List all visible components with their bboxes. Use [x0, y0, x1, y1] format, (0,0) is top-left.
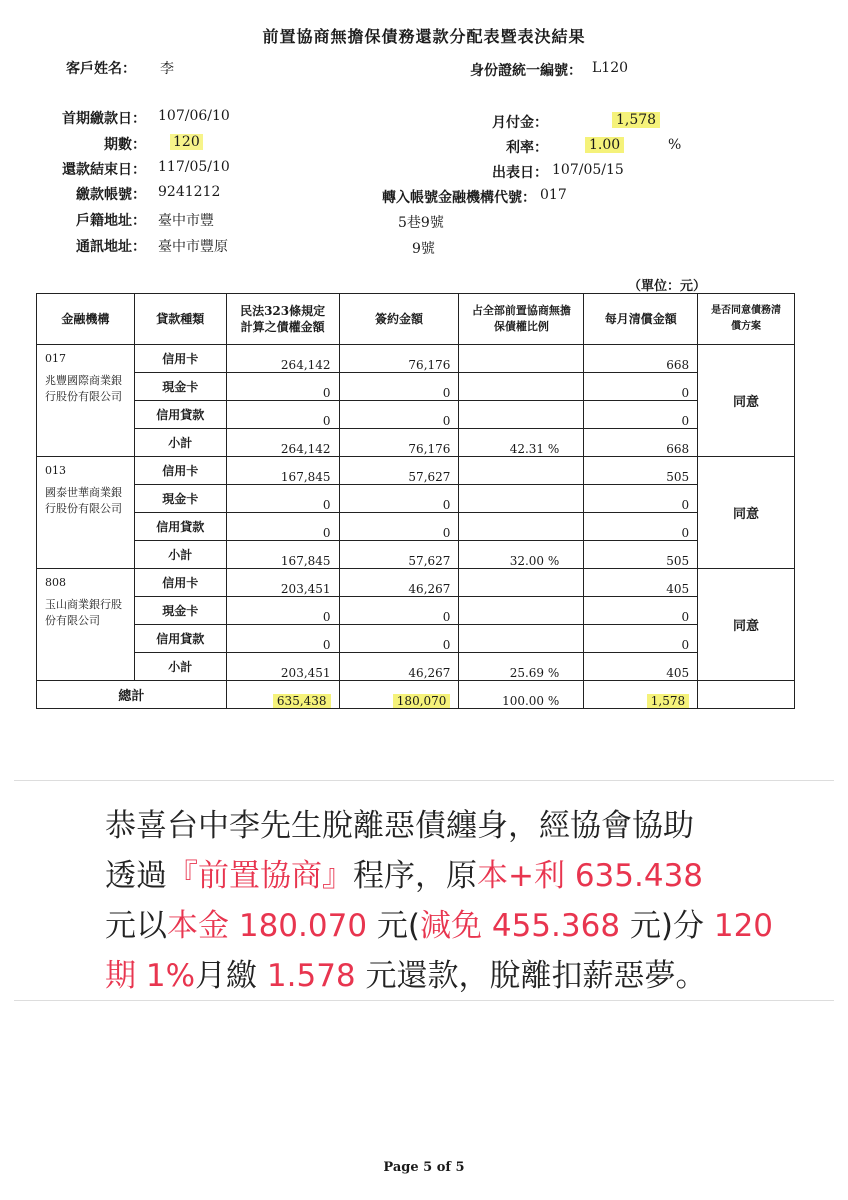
loan-type: 信用貸款 [134, 401, 226, 429]
ratio [459, 401, 584, 429]
note-highlight: 期 1% [105, 958, 196, 994]
note-text: 元( [367, 908, 420, 944]
contract-amount: 76,176 [339, 429, 459, 457]
monthly-amount: 0 [584, 513, 698, 541]
address-fragment: 5巷9號 [398, 215, 444, 231]
note-text: 程序，原 [353, 858, 477, 894]
customer-name-label: 客戶姓名： [66, 61, 136, 77]
note-highlight: 本金 180.070 [167, 908, 368, 944]
claim-amount: 0 [226, 485, 339, 513]
mail-address: 臺中市豐原 [158, 239, 228, 255]
total-row [37, 681, 795, 709]
contract-amount: 57,627 [339, 457, 459, 485]
loan-type: 現金卡 [134, 373, 226, 401]
table-row [37, 597, 795, 625]
loan-type: 信用貸款 [134, 625, 226, 653]
account-number: 9241212 [158, 184, 221, 200]
contract-amount: 57,627 [339, 541, 459, 569]
contract-amount: 76,176 [339, 345, 459, 373]
header-institution: 金融機構 [37, 294, 135, 345]
note-highlight: 減免 455.368 [420, 908, 621, 944]
contract-amount: 0 [339, 485, 459, 513]
household-address-label: 戶籍地址： [76, 213, 146, 229]
contract-amount: 0 [339, 597, 459, 625]
monthly-amount: 0 [584, 625, 698, 653]
agree-status: 同意 [698, 569, 795, 681]
bank-cell [37, 569, 135, 681]
mail-address-label: 通訊地址： [76, 239, 146, 255]
table-row [37, 345, 795, 373]
note-highlight: 1.578 [266, 958, 356, 994]
header-monthly-amount: 每月清償金額 [584, 294, 698, 345]
table-row [37, 569, 795, 597]
monthly-amount: 0 [584, 401, 698, 429]
subtotal-row [37, 541, 795, 569]
rate-unit: % [668, 137, 682, 153]
bank-cell [37, 457, 135, 569]
monthly-amount: 0 [584, 597, 698, 625]
claim-amount: 264,142 [226, 429, 339, 457]
monthly-payment-label: 月付金： [492, 115, 548, 131]
table-row [37, 401, 795, 429]
bank-name: 兆豐國際商業銀行股份有限公司 [45, 374, 122, 403]
household-address: 臺中市豐 [158, 213, 214, 229]
note-highlight: 本+利 635.438 [477, 858, 704, 894]
first-pay-date: 107/06/10 [158, 108, 230, 124]
contract-amount: 46,267 [339, 569, 459, 597]
transfer-code-label: 轉入帳號金融機構代號： [382, 190, 536, 206]
issue-date-label: 出表日： [492, 165, 548, 181]
ratio [459, 597, 584, 625]
loan-type: 小計 [134, 653, 226, 681]
monthly-payment-value: 1,578 [612, 112, 660, 128]
note-highlight: 『前置協商』 [167, 858, 353, 894]
contract-amount: 0 [339, 373, 459, 401]
ratio: 25.69 % [459, 653, 584, 681]
ratio [459, 569, 584, 597]
claim-amount: 0 [226, 373, 339, 401]
page-number: Page 5 of 5 [383, 1160, 465, 1175]
table-row [37, 457, 795, 485]
subtotal-row [37, 653, 795, 681]
table-row [37, 373, 795, 401]
id-label: 身份證統一編號： [470, 63, 582, 79]
claim-amount: 0 [226, 597, 339, 625]
allocation-table [36, 293, 795, 709]
claim-amount: 0 [226, 401, 339, 429]
loan-type: 信用卡 [134, 569, 226, 597]
issue-date: 107/05/15 [552, 162, 624, 178]
bank-name: 玉山商業銀行股份有限公司 [45, 598, 122, 627]
total-contract: 180,070 [393, 694, 451, 708]
claim-amount: 0 [226, 513, 339, 541]
note-highlight: 120 [713, 908, 774, 944]
loan-type: 信用卡 [134, 457, 226, 485]
divider [14, 1000, 834, 1001]
ratio: 32.00 % [459, 541, 584, 569]
note-line-1: 恭喜台中李先生脫離惡債纏身，經協會協助 [105, 808, 694, 844]
note-line-3 [105, 900, 805, 945]
monthly-amount: 505 [584, 541, 698, 569]
note-text: 月繳 [195, 958, 267, 994]
bank-code: 013 [45, 464, 66, 477]
monthly-amount: 405 [584, 653, 698, 681]
claim-amount: 264,142 [226, 345, 339, 373]
note-line-4 [105, 950, 805, 995]
end-date: 117/05/10 [158, 159, 230, 175]
contract-amount: 0 [339, 625, 459, 653]
subtotal-row [37, 429, 795, 457]
ratio [459, 345, 584, 373]
monthly-amount: 505 [584, 457, 698, 485]
table-row [37, 625, 795, 653]
id-value: L120 [592, 60, 629, 76]
table-row [37, 485, 795, 513]
bank-name: 國泰世華商業銀行股份有限公司 [45, 486, 122, 515]
ratio [459, 373, 584, 401]
note-text: 元以 [105, 908, 167, 944]
total-label: 總計 [37, 681, 227, 709]
unit-label: （單位：元） [628, 279, 707, 294]
monthly-amount: 405 [584, 569, 698, 597]
bank-cell [37, 345, 135, 457]
periods-label: 期數： [104, 137, 146, 153]
end-date-label: 還款結束日： [62, 162, 146, 178]
customer-name: 李 [160, 61, 174, 77]
note-text: 元)分 [620, 908, 714, 944]
claim-amount: 167,845 [226, 541, 339, 569]
loan-type: 信用貸款 [134, 513, 226, 541]
first-pay-label: 首期繳款日： [62, 111, 146, 127]
note-text: 透過 [105, 858, 167, 894]
note-text: 元還款，脫離扣薪惡夢。 [355, 958, 707, 994]
contract-amount: 0 [339, 513, 459, 541]
bank-code: 017 [45, 352, 66, 365]
monthly-amount: 0 [584, 373, 698, 401]
loan-type: 現金卡 [134, 597, 226, 625]
total-monthly: 1,578 [647, 694, 689, 708]
header-claim-amount: 民法323條規定計算之債權金額 [226, 294, 339, 345]
rate-value: 1.00 [585, 137, 624, 153]
ratio: 42.31 % [459, 429, 584, 457]
header-contract-amount: 簽約金額 [339, 294, 459, 345]
total-agree-empty [698, 681, 795, 709]
transfer-code: 017 [540, 187, 567, 203]
ratio [459, 513, 584, 541]
header-agree: 是否同意債務清償方案 [698, 294, 795, 345]
loan-type: 小計 [134, 429, 226, 457]
contract-amount: 46,267 [339, 653, 459, 681]
periods-value: 120 [170, 134, 203, 150]
note-line-2 [105, 850, 805, 895]
total-ratio: 100.00 % [459, 681, 584, 709]
bank-code: 808 [45, 576, 66, 589]
claim-amount: 203,451 [226, 569, 339, 597]
document-title: 前置協商無擔保債務還款分配表暨表決結果 [262, 27, 586, 46]
rate-label: 利率： [506, 140, 548, 156]
total-claim: 635,438 [273, 694, 331, 708]
loan-type: 現金卡 [134, 485, 226, 513]
monthly-amount: 668 [584, 345, 698, 373]
agree-status: 同意 [698, 457, 795, 569]
claim-amount: 167,845 [226, 457, 339, 485]
ratio [459, 625, 584, 653]
contract-amount: 0 [339, 401, 459, 429]
ratio [459, 457, 584, 485]
table-row [37, 513, 795, 541]
claim-amount: 203,451 [226, 653, 339, 681]
address-fragment: 9號 [412, 241, 435, 257]
header-ratio: 占全部前置協商無擔保債權比例 [459, 294, 584, 345]
ratio [459, 485, 584, 513]
monthly-amount: 0 [584, 485, 698, 513]
header-loan-type: 貸款種類 [134, 294, 226, 345]
agree-status: 同意 [698, 345, 795, 457]
loan-type: 小計 [134, 541, 226, 569]
loan-type: 信用卡 [134, 345, 226, 373]
account-label: 繳款帳號： [76, 187, 146, 203]
divider [14, 780, 834, 781]
claim-amount: 0 [226, 625, 339, 653]
monthly-amount: 668 [584, 429, 698, 457]
